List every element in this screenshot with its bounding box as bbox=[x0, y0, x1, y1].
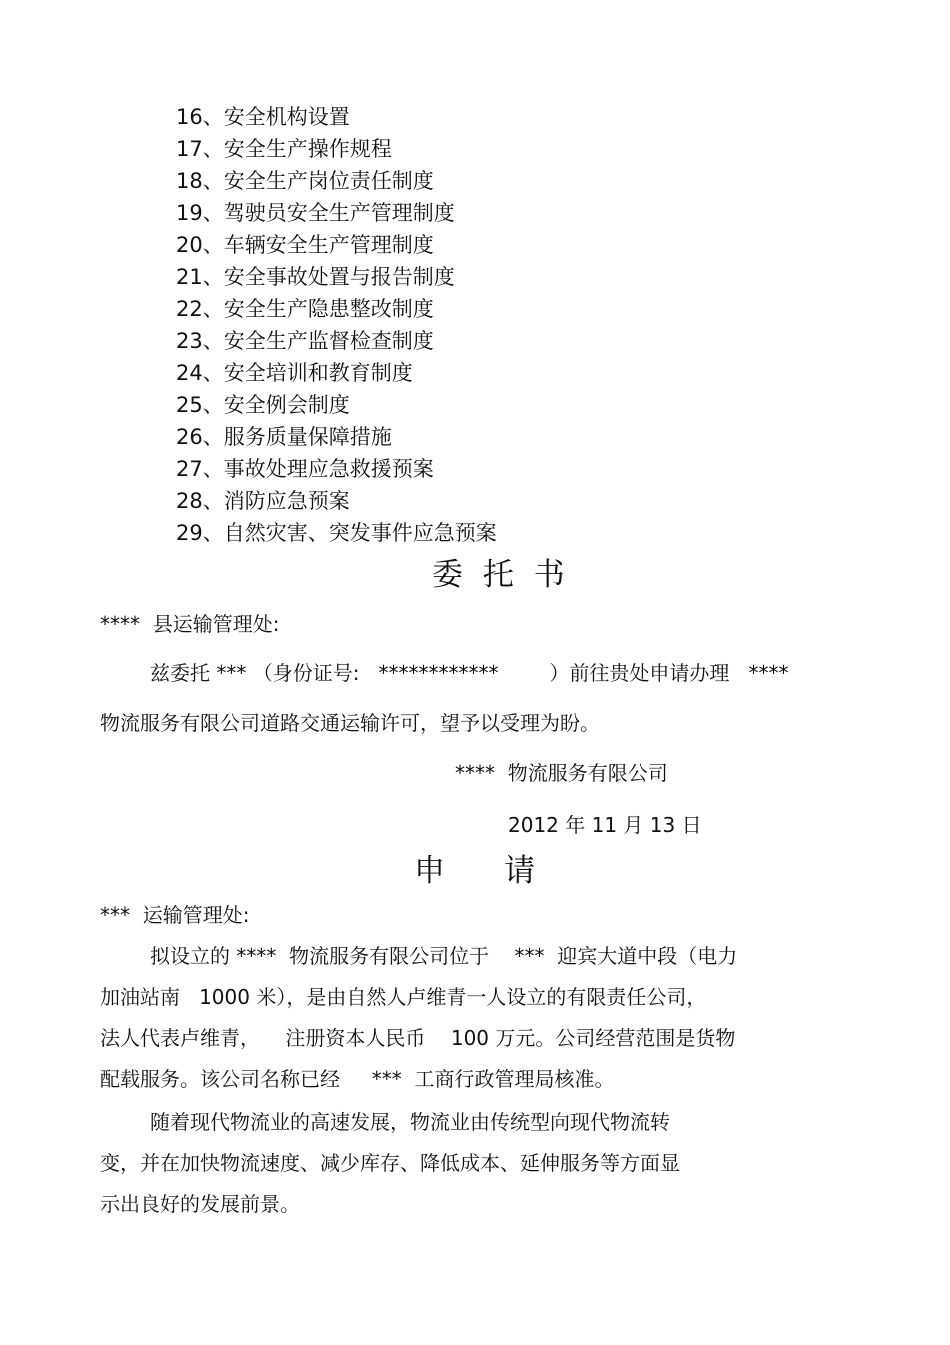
list-item: 27、事故处理应急救援预案 bbox=[176, 457, 434, 481]
list-item: 17、安全生产操作规程 bbox=[176, 137, 392, 161]
list-item: 20、车辆安全生产管理制度 bbox=[176, 233, 434, 257]
entrust-addressee: **** 县运输管理处: bbox=[100, 612, 280, 636]
entrust-body-line: 兹委托 *** （身份证号: ************ ）前往贵处申请办理 **** bbox=[150, 661, 789, 685]
list-item: 25、安全例会制度 bbox=[176, 393, 350, 417]
entrust-signature: **** 物流服务有限公司 bbox=[455, 761, 668, 785]
application-para-line: 变，并在加快物流速度、减少库存、降低成本、延伸服务等方面显 bbox=[100, 1151, 680, 1175]
application-title: 申 请 bbox=[414, 853, 536, 889]
list-item: 24、安全培训和教育制度 bbox=[176, 361, 413, 385]
list-item: 16、安全机构设置 bbox=[176, 105, 350, 129]
application-para-line: 加油站南 1000 米），是由自然人卢维青一人设立的有限责任公司， bbox=[100, 985, 707, 1009]
list-item: 22、安全生产隐患整改制度 bbox=[176, 297, 434, 321]
entrust-title: 委 托 书 bbox=[432, 557, 565, 593]
list-item: 21、安全事故处置与报告制度 bbox=[176, 265, 455, 289]
application-para-line: 法人代表卢维青， 注册资本人民币 100 万元。公司经营范围是货物 bbox=[100, 1026, 736, 1050]
list-item: 18、安全生产岗位责任制度 bbox=[176, 169, 434, 193]
list-item: 29、自然灾害、突发事件应急预案 bbox=[176, 521, 497, 545]
entrust-body-line: 物流服务有限公司道路交通运输许可，望予以受理为盼。 bbox=[100, 711, 600, 735]
application-para-line: 示出良好的发展前景。 bbox=[100, 1192, 300, 1216]
application-addressee: *** 运输管理处: bbox=[100, 903, 250, 927]
application-para-line: 配载服务。该公司名称已经 *** 工商行政管理局核准。 bbox=[100, 1067, 615, 1091]
list-item: 26、服务质量保障措施 bbox=[176, 425, 392, 449]
list-item: 19、驾驶员安全生产管理制度 bbox=[176, 201, 455, 225]
entrust-date: 2012 年 11 月 13 日 bbox=[508, 813, 702, 837]
application-para-line: 拟设立的 **** 物流服务有限公司位于 *** 迎宾大道中段（电力 bbox=[150, 944, 738, 968]
list-item: 28、消防应急预案 bbox=[176, 489, 350, 513]
list-item: 23、安全生产监督检查制度 bbox=[176, 329, 434, 353]
application-para-line: 随着现代物流业的高速发展，物流业由传统型向现代物流转 bbox=[150, 1110, 670, 1134]
